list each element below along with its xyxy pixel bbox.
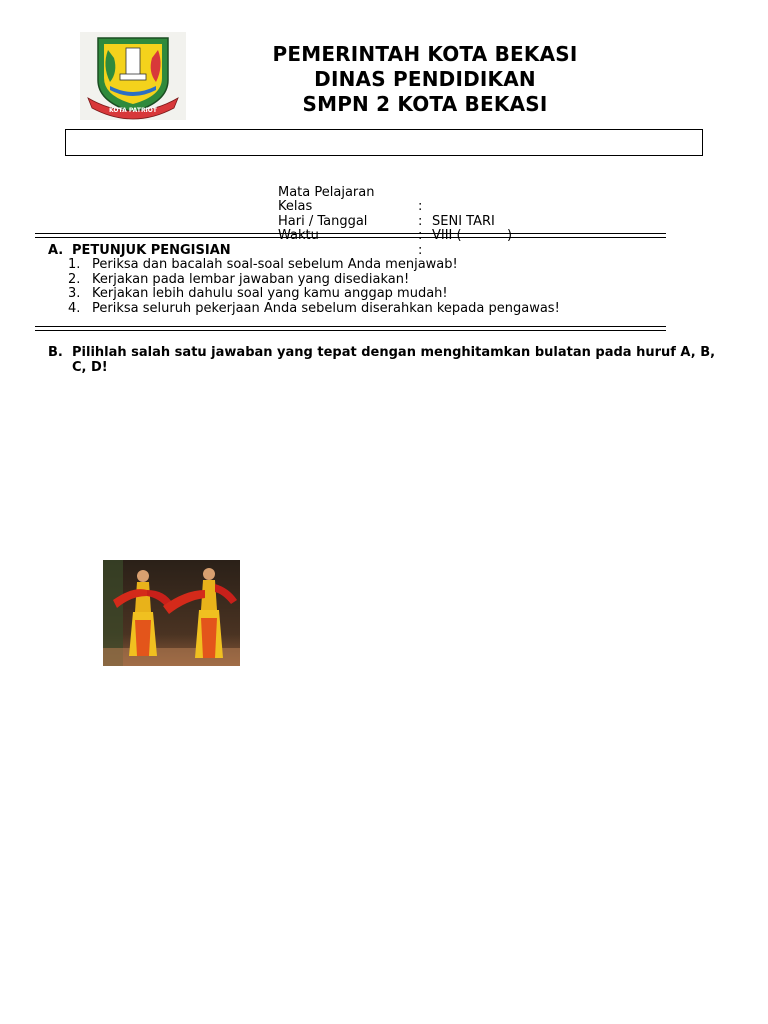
list-text: Kerjakan lebih dahulu soal yang kamu anggap mudah! bbox=[92, 286, 448, 302]
info-key: Kelas bbox=[278, 199, 313, 214]
list-number: 1. bbox=[68, 257, 81, 272]
list-item bbox=[68, 273, 560, 288]
exam-title-box bbox=[65, 129, 703, 156]
header-line-3: SMPN 2 KOTA BEKASI bbox=[302, 92, 548, 116]
logo-banner-text: KOTA PATRIOT bbox=[108, 107, 158, 114]
list-number: 2. bbox=[68, 271, 81, 287]
header-line-2: DINAS PENDIDIKAN bbox=[314, 67, 536, 91]
list-item bbox=[68, 258, 560, 273]
instruction-list bbox=[68, 258, 560, 316]
document-header bbox=[250, 42, 600, 117]
list-number: 3. bbox=[68, 286, 81, 302]
section-a-title: PETUNJUK PENGISIAN bbox=[72, 243, 231, 258]
info-colon: : bbox=[418, 199, 423, 214]
info-key: Hari / Tanggal bbox=[278, 213, 368, 229]
info-value: SENI TARI bbox=[432, 213, 495, 229]
section-a-heading bbox=[48, 243, 231, 258]
section-a-label: A. bbox=[48, 243, 64, 258]
section-b-label: B. bbox=[48, 345, 63, 360]
list-item bbox=[68, 302, 560, 317]
info-value: VIII ( ) bbox=[432, 228, 513, 243]
double-divider bbox=[35, 233, 666, 238]
city-logo bbox=[80, 32, 186, 120]
section-b-instruction: Pilihlah salah satu jawaban yang tepat dengan menghitamkan bulatan pada huruf A, B, C, D! bbox=[72, 345, 716, 375]
info-key: Waktu bbox=[278, 228, 319, 243]
dance-photo bbox=[103, 560, 240, 666]
info-key: Mata Pelajaran bbox=[278, 184, 375, 200]
double-divider bbox=[35, 326, 666, 331]
list-text: Periksa dan bacalah soal-soal sebelum Anda menjawab! bbox=[92, 257, 458, 272]
info-colon: : bbox=[418, 213, 423, 229]
header-line-1: PEMERINTAH KOTA BEKASI bbox=[272, 42, 578, 66]
list-text: Kerjakan pada lembar jawaban yang disediakan! bbox=[92, 271, 410, 287]
list-number: 4. bbox=[68, 300, 81, 316]
list-item bbox=[68, 287, 560, 302]
info-colon: : bbox=[418, 242, 423, 258]
info-colon: : bbox=[418, 228, 423, 243]
list-text: Periksa seluruh pekerjaan Anda sebelum diserahkan kepada pengawas! bbox=[92, 300, 560, 316]
exam-info bbox=[278, 171, 513, 258]
